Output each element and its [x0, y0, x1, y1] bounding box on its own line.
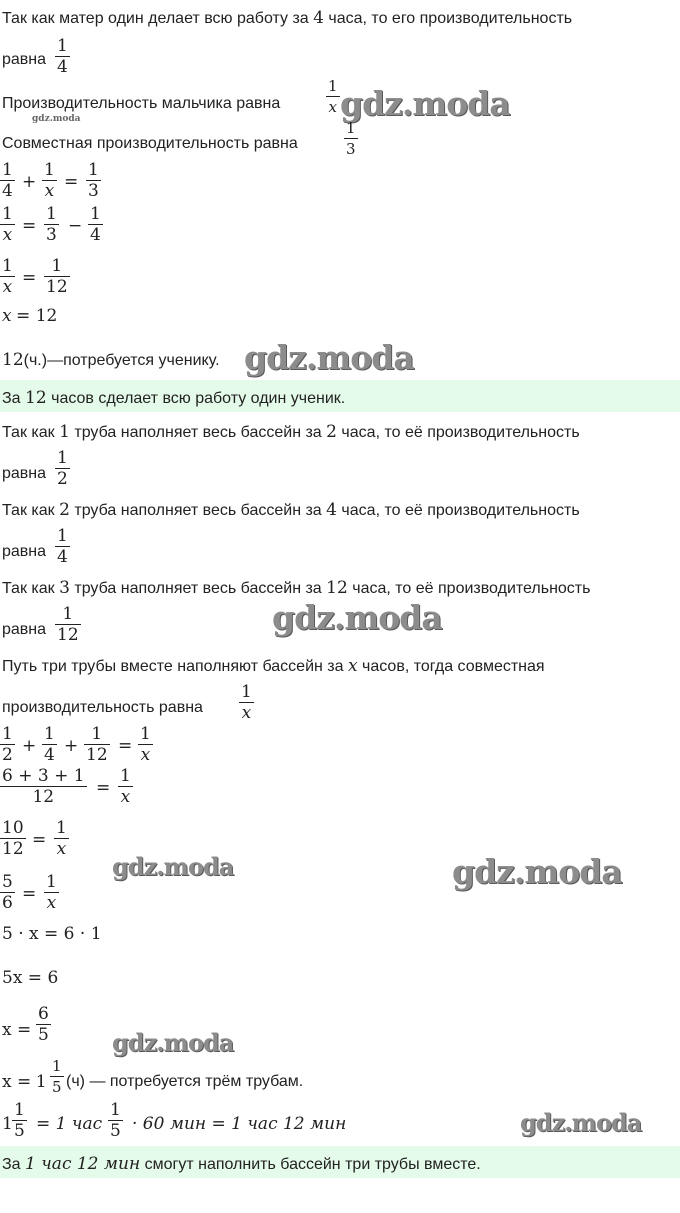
conversion-fraction: $\frac{1}{5}$: [110, 1100, 121, 1141]
pipe3-rate-fraction: $\frac{1}{12}$: [57, 604, 79, 645]
ten-twelfths-fraction: $\frac{10}{12}$: [2, 818, 24, 859]
master-sentence: Так как матер один делает всю работу за 4 часа, то его производительность: [2, 8, 573, 28]
together-sentence: Путь три трубы вместе наполняют бассейн за x часов, тогда совместная: [2, 656, 545, 676]
equals-sign: =: [32, 830, 47, 850]
ravna-label: равна: [2, 51, 47, 68]
mixed-result: x = 1: [2, 1072, 47, 1092]
plus-sign: +: [22, 736, 37, 756]
six-fifths-fraction: $\frac{6}{5}$: [38, 1004, 49, 1045]
master-rate-fraction: $\frac{1}{4}$: [57, 36, 68, 77]
together-sentence-cont: производительность равна: [2, 699, 203, 716]
equals-sign: =: [64, 172, 79, 192]
five-sixths-fraction: $\frac{1}{x}$: [46, 872, 57, 913]
ravna-label: равна: [2, 621, 47, 638]
eq3-fraction: $\frac{1}{12}$: [46, 256, 68, 297]
watermark-small: gdz.moda: [32, 114, 81, 124]
combined-fraction: $\frac{1}{x}$: [120, 766, 131, 807]
pipe1-sentence: Так как 1 труба наполняет весь бассейн за 2 часа, то её производительность: [2, 422, 580, 442]
x-equals-12: x = 12: [2, 306, 58, 326]
eq2-fraction: $\frac{1}{x}$: [2, 204, 13, 245]
joint-rate-fraction: $\frac{1}{3}$: [346, 119, 356, 158]
five-sixths-fraction: $\frac{5}{6}$: [2, 872, 13, 913]
eq2-fraction: $\frac{1}{4}$: [90, 204, 101, 245]
pipe1-rate-fraction: $\frac{1}{2}$: [57, 448, 68, 489]
joint-rate-fraction: $\frac{1}{x}$: [241, 682, 252, 723]
sum-fraction: $\frac{1}{4}$: [44, 724, 55, 765]
result-line: 12(ч.)—потребуется ученику.: [2, 350, 220, 370]
boy-sentence: Производительность мальчика равна: [2, 95, 281, 112]
minus-sign: −: [68, 216, 83, 236]
conversion-fraction: $\frac{1}{5}$: [14, 1100, 25, 1141]
combined-fraction: $\frac{6 + 3 + 1}{12}$: [2, 766, 85, 807]
pipe3-sentence: Так как 3 труба наполняет весь бассейн за 12 часа, то её производительность: [2, 578, 591, 598]
watermark: gdz.moda: [112, 852, 234, 881]
x-equals: x =: [2, 1020, 32, 1040]
mixed-result-text: (ч) — потребуется трём трубам.: [66, 1073, 304, 1090]
plus-sign: +: [22, 172, 37, 192]
eq1-fraction: $\frac{1}{x}$: [44, 160, 55, 201]
mixed-fraction: $\frac{1}{5}$: [52, 1057, 62, 1096]
joint-sentence: Совместная производительность равна: [2, 135, 298, 152]
five-x-equation: 5x = 6: [2, 968, 59, 988]
cross-multiply: 5 · x = 6 · 1: [2, 924, 102, 944]
equals-sign: =: [22, 884, 37, 904]
eq2-fraction: $\frac{1}{3}$: [46, 204, 57, 245]
equals-sign: =: [22, 216, 37, 236]
sum-fraction: $\frac{1}{x}$: [140, 724, 151, 765]
pipe2-rate-fraction: $\frac{1}{4}$: [57, 526, 68, 567]
conversion-b: · 60 мин = 1 час 12 мин: [132, 1114, 347, 1134]
equals-sign: =: [22, 268, 37, 288]
watermark: gdz.moda: [272, 598, 442, 637]
watermark: gdz.moda: [452, 852, 622, 891]
conversion-whole: 1: [2, 1114, 13, 1134]
watermark: gdz.moda: [520, 1108, 642, 1137]
ravna-label: равна: [2, 543, 47, 560]
equals-sign: =: [118, 736, 133, 756]
ravna-label: равна: [2, 465, 47, 482]
boy-rate-fraction: $\frac{1}{x}$: [328, 77, 338, 116]
watermark: gdz.moda: [340, 84, 510, 123]
watermark: gdz.moda: [112, 1028, 234, 1057]
plus-sign: +: [64, 736, 79, 756]
ten-twelfths-fraction: $\frac{1}{x}$: [56, 818, 67, 859]
answer-1: За 12 часов сделает всю работу один ученик.: [2, 388, 346, 408]
answer-2: За 1 час 12 мин смогут наполнить бассейн три трубы вместе.: [2, 1154, 481, 1174]
sum-fraction: $\frac{1}{2}$: [2, 724, 13, 765]
sum-fraction: $\frac{1}{12}$: [86, 724, 108, 765]
pipe2-sentence: Так как 2 труба наполняет весь бассейн за 4 часа, то её производительность: [2, 500, 580, 520]
eq1-fraction: $\frac{1}{3}$: [88, 160, 99, 201]
equals-sign: =: [96, 778, 111, 798]
eq3-fraction: $\frac{1}{x}$: [2, 256, 13, 297]
eq1-fraction: $\frac{1}{4}$: [2, 160, 13, 201]
conversion-a: = 1 час: [36, 1114, 103, 1134]
watermark: gdz.moda: [244, 338, 414, 377]
